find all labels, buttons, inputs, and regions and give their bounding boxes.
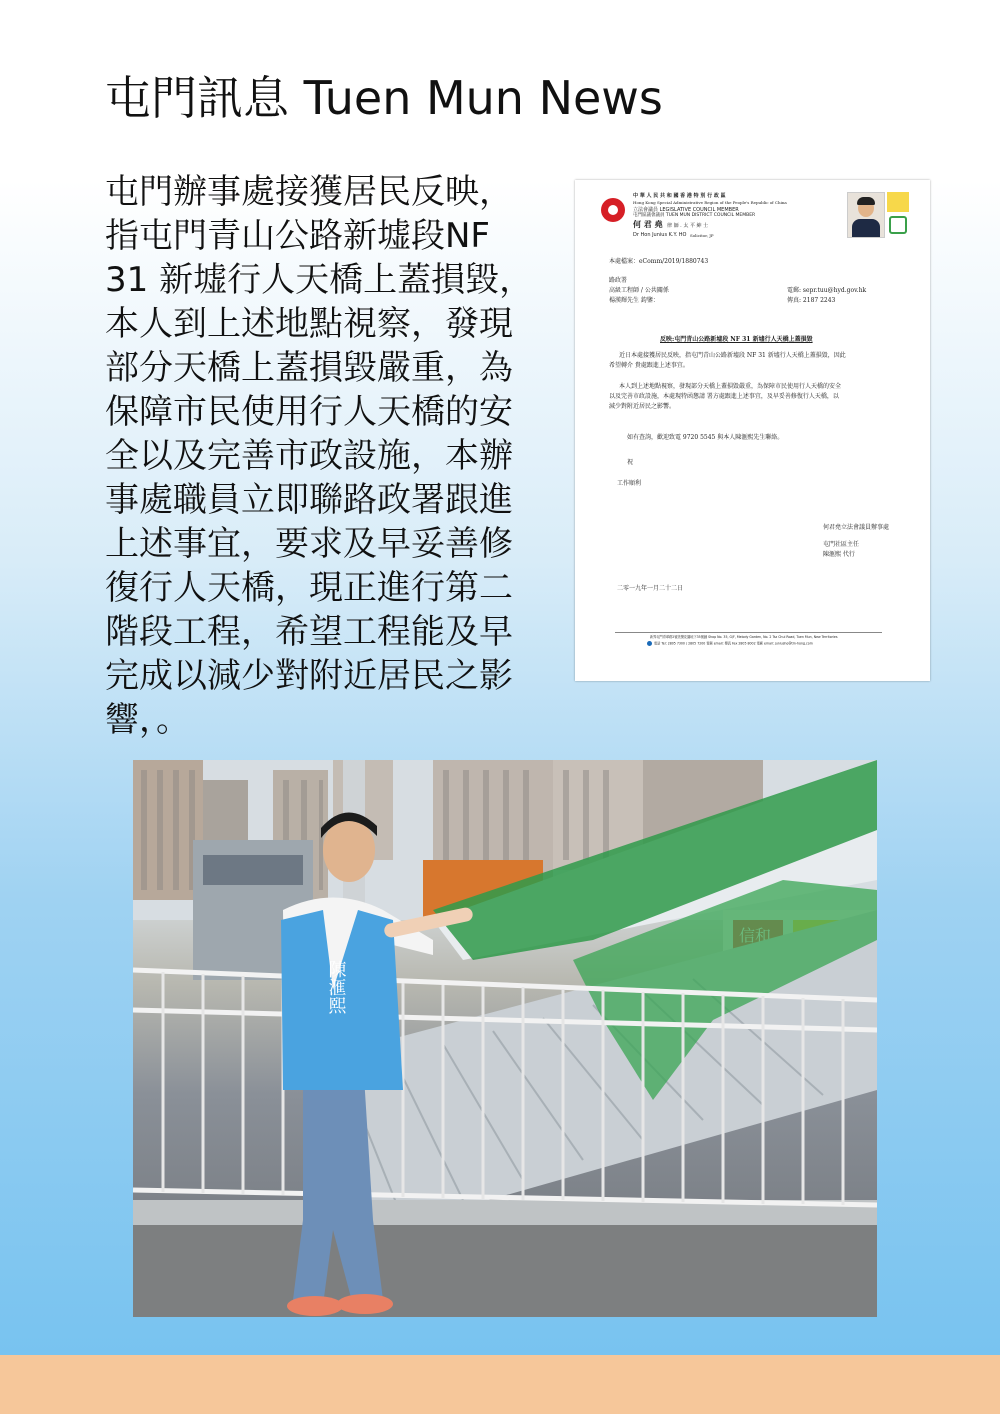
article-line: 指屯門青山公路新墟段NF — [105, 216, 490, 256]
letter-footer-address: 新界屯門青翠路2號美樂花園地下35號鋪 Shop No. 35, G/F, Melody Garden, No. 2 Tsz Chui Road, Tuen Mun, New Territories — [650, 635, 838, 639]
article-line: 事處職員立即聯路政署跟進 — [105, 480, 513, 520]
site-photo-illustration — [133, 760, 877, 1317]
letter-recipient-dept: 路政署 — [609, 277, 628, 284]
letter-wishes: 工作順利 — [617, 480, 642, 487]
article-line: 響，。 — [105, 700, 190, 740]
letter-sign-role: 屯門社區主任 — [823, 541, 860, 548]
letter-org-cn: 中 華 人 民 共 和 國 香 港 特 別 行 政 區 — [633, 193, 726, 199]
letter-name-cn: 何 君 堯 — [633, 219, 663, 229]
party-logo-icon — [887, 192, 909, 236]
letter-sign-name: 陳滙熙 代行 — [823, 551, 855, 558]
letter-para2a: 本人到上述地點視察，發現部分天橋上蓋損毀嚴重，為保障市民使用行人天橋的安全 — [619, 383, 842, 390]
letter-email: 電郵: sepr.tuu@hyd.gov.hk — [787, 287, 867, 294]
letter-fax: 傳真: 2187 2243 — [787, 297, 836, 304]
letter-subject: 反映:屯門青山公路新墟段 NF 31 新墟行人天橋上蓋損毀 — [660, 336, 813, 343]
letter-recipient-name: 楊漢輝先生 鈞鑒： — [609, 297, 659, 304]
portrait-photo — [847, 192, 885, 238]
article-line: 31 新墟行人天橋上蓋損毀， — [105, 260, 534, 300]
letter-legco: 立法會議員 LEGISLATIVE COUNCIL MEMBER — [633, 207, 739, 213]
letter-date: 二零一九年一月二十二日 — [617, 585, 684, 592]
letter-title-en: Solicitor, JP — [690, 233, 714, 238]
letter-contact: 如有查詢，歡迎致電 9720 5545 與本人陳滙熙先生聯絡。 — [627, 434, 784, 441]
article-body — [105, 170, 545, 742]
letter-recipient-role: 高級工程師 / 公共關係 — [609, 287, 669, 294]
letter-regards: 祝 — [627, 459, 634, 466]
article-line: 部分天橋上蓋損毀嚴重，為 — [105, 348, 513, 388]
letter-title-cn: 律 師 . 太 平 紳 士 — [667, 223, 709, 229]
hksar-emblem-icon — [601, 198, 625, 222]
article-line: 復行人天橋，現正進行第二 — [105, 568, 513, 608]
letter-district: 屯門區議會議員 TUEN MUN DISTRICT COUNCIL MEMBER — [633, 213, 756, 218]
letter-para1a: 近日本處接獲居民反映，指屯門青山公路新墟段 NF 31 新墟行人天橋上蓋損毀，因此 — [619, 352, 846, 359]
letter-ref: 本處檔案：eComm/2019/1880743 — [609, 258, 709, 265]
article-line: 完成以減少對附近居民之影 — [105, 656, 513, 696]
letter-para2b: 以及完善市政設施，本處現特函懇請 署方處跟進上述事宜，及早妥善修復行人天橋，以 — [609, 393, 839, 400]
article-line: 全以及完善市政設施，本辦 — [105, 436, 513, 476]
article-line: 階段工程，希望工程能及早 — [105, 612, 513, 652]
site-photo — [133, 760, 877, 1317]
letter-org-en: Hong Kong Special Administrative Region of the People's Republic of China — [633, 200, 787, 205]
article-line: 保障市民使用行人天橋的安 — [105, 392, 513, 432]
page-title: 屯門訊息 Tuen Mun News — [105, 71, 663, 125]
letter-sign-office: 何君堯立法會議員辦事處 — [823, 524, 890, 531]
bottom-band — [0, 1355, 1000, 1414]
letter-footer-contact: 電話 Tel: 2805 7300 / 2805 7200 電郵 email: 傳真 Fax 2805 8002 電郵 email: juniusho@tm-hong.com — [647, 641, 813, 647]
letter-footer-rule — [615, 632, 882, 633]
letter-name-en: Dr Hon Junius K.Y. HO — [633, 232, 687, 238]
letter-para2c: 減少對附近居民之影響。 — [609, 403, 676, 410]
article-line: 屯門辦事處接獲居民反映， — [105, 172, 513, 212]
article-line: 上述事宜，要求及早妥善修 — [105, 524, 513, 564]
vest-name-text: 陳滙熙 — [325, 960, 347, 1014]
letter-image — [575, 180, 930, 681]
letter-para1b: 希望轉介 貴處跟進上述事宜。 — [609, 362, 689, 369]
article-line: 本人到上述地點視察，發現 — [105, 304, 513, 344]
